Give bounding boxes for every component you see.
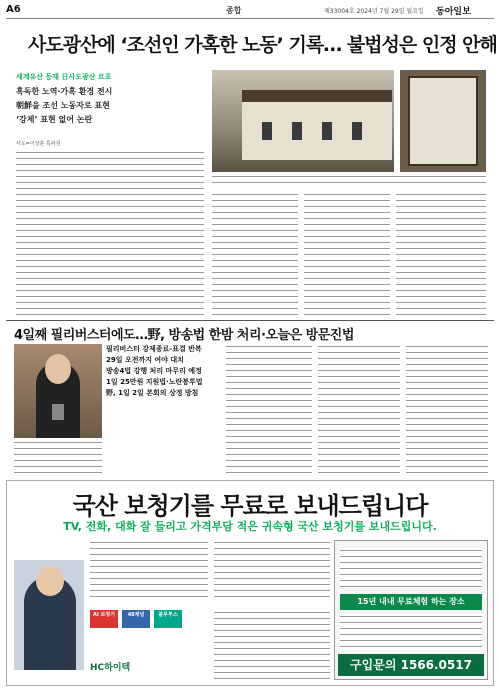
article-byline: 사도=이상훈 특파원 (16, 141, 61, 147)
section-divider (6, 320, 494, 321)
page-header (6, 3, 494, 19)
article-body-col1 (16, 150, 204, 316)
ad-badge-ai: AI 보청기 (90, 610, 118, 628)
section-name: 종합 (226, 6, 242, 15)
page-number: A6 (6, 4, 21, 15)
photo-caption (212, 174, 486, 188)
ad-brand-logo: HC하이텍 (90, 663, 131, 673)
article-headline: 사도광산에 ‘조선인 가혹한 노동’ 기록… 불법성은 인정 안해 (28, 34, 497, 56)
article2-body-col3 (406, 344, 488, 476)
ad-title: 국산 보청기를 무료로 보내드립니다 (72, 492, 428, 520)
ad-trial-list (340, 614, 482, 650)
ad-text-col1 (90, 540, 208, 600)
ad-subtitle: TV, 전화, 대화 잘 들리고 가격부담 적은 귀속형 국산 보청기를 보내드립니다. (63, 520, 437, 533)
article-subheads: 혹독한 노역·가혹 환경 전시 朝鮮을 조선 노동자로 표현 ‘강제’ 표현 없어 논란 (16, 87, 113, 124)
article-body-col3 (304, 192, 390, 316)
ad-person-photo (14, 560, 84, 670)
ad-badge-channel: 48채널 (122, 610, 150, 628)
newspaper-logo: 동아일보 (436, 7, 471, 17)
mine-building-photo (212, 70, 394, 172)
article-body-col2 (212, 192, 298, 316)
article2-headline: 4일째 필리버스터에도…野, 방송법 한밤 처리·오늘은 방문진법 (14, 328, 354, 343)
article2-body-col2 (318, 344, 400, 476)
ad-trial-title: 15년 내내 무료체험 하는 장소 (340, 594, 482, 610)
article2-photo-caption (14, 440, 102, 476)
exhibit-board-photo (400, 70, 486, 172)
issue-date: 제33004호 2024년 7월 29일 월요일 (324, 8, 424, 15)
ad-phone-number[interactable]: 구입문의 1566.0517 (338, 654, 484, 676)
article2-subheads: 필리버스터 강제종료-표결 반복 29일 오전까지 여야 대치 방송4법 강행 처리 마무리 예정 1일 25만원 지원법·노란봉투법 野, 1일 2일 본회의 상정 방침 (106, 345, 203, 397)
ad-text-col2 (214, 540, 330, 600)
article-kicker: 세계유산 등재 日사도광산 르포 (16, 73, 112, 81)
article-body-col4 (396, 192, 486, 316)
ad-badge-bluetooth: 블루투스 (154, 610, 182, 628)
ad-trial-text (340, 548, 482, 588)
article2-body-col1 (226, 344, 312, 476)
politician-photo (14, 344, 102, 438)
ad-text-col3 (214, 610, 330, 680)
